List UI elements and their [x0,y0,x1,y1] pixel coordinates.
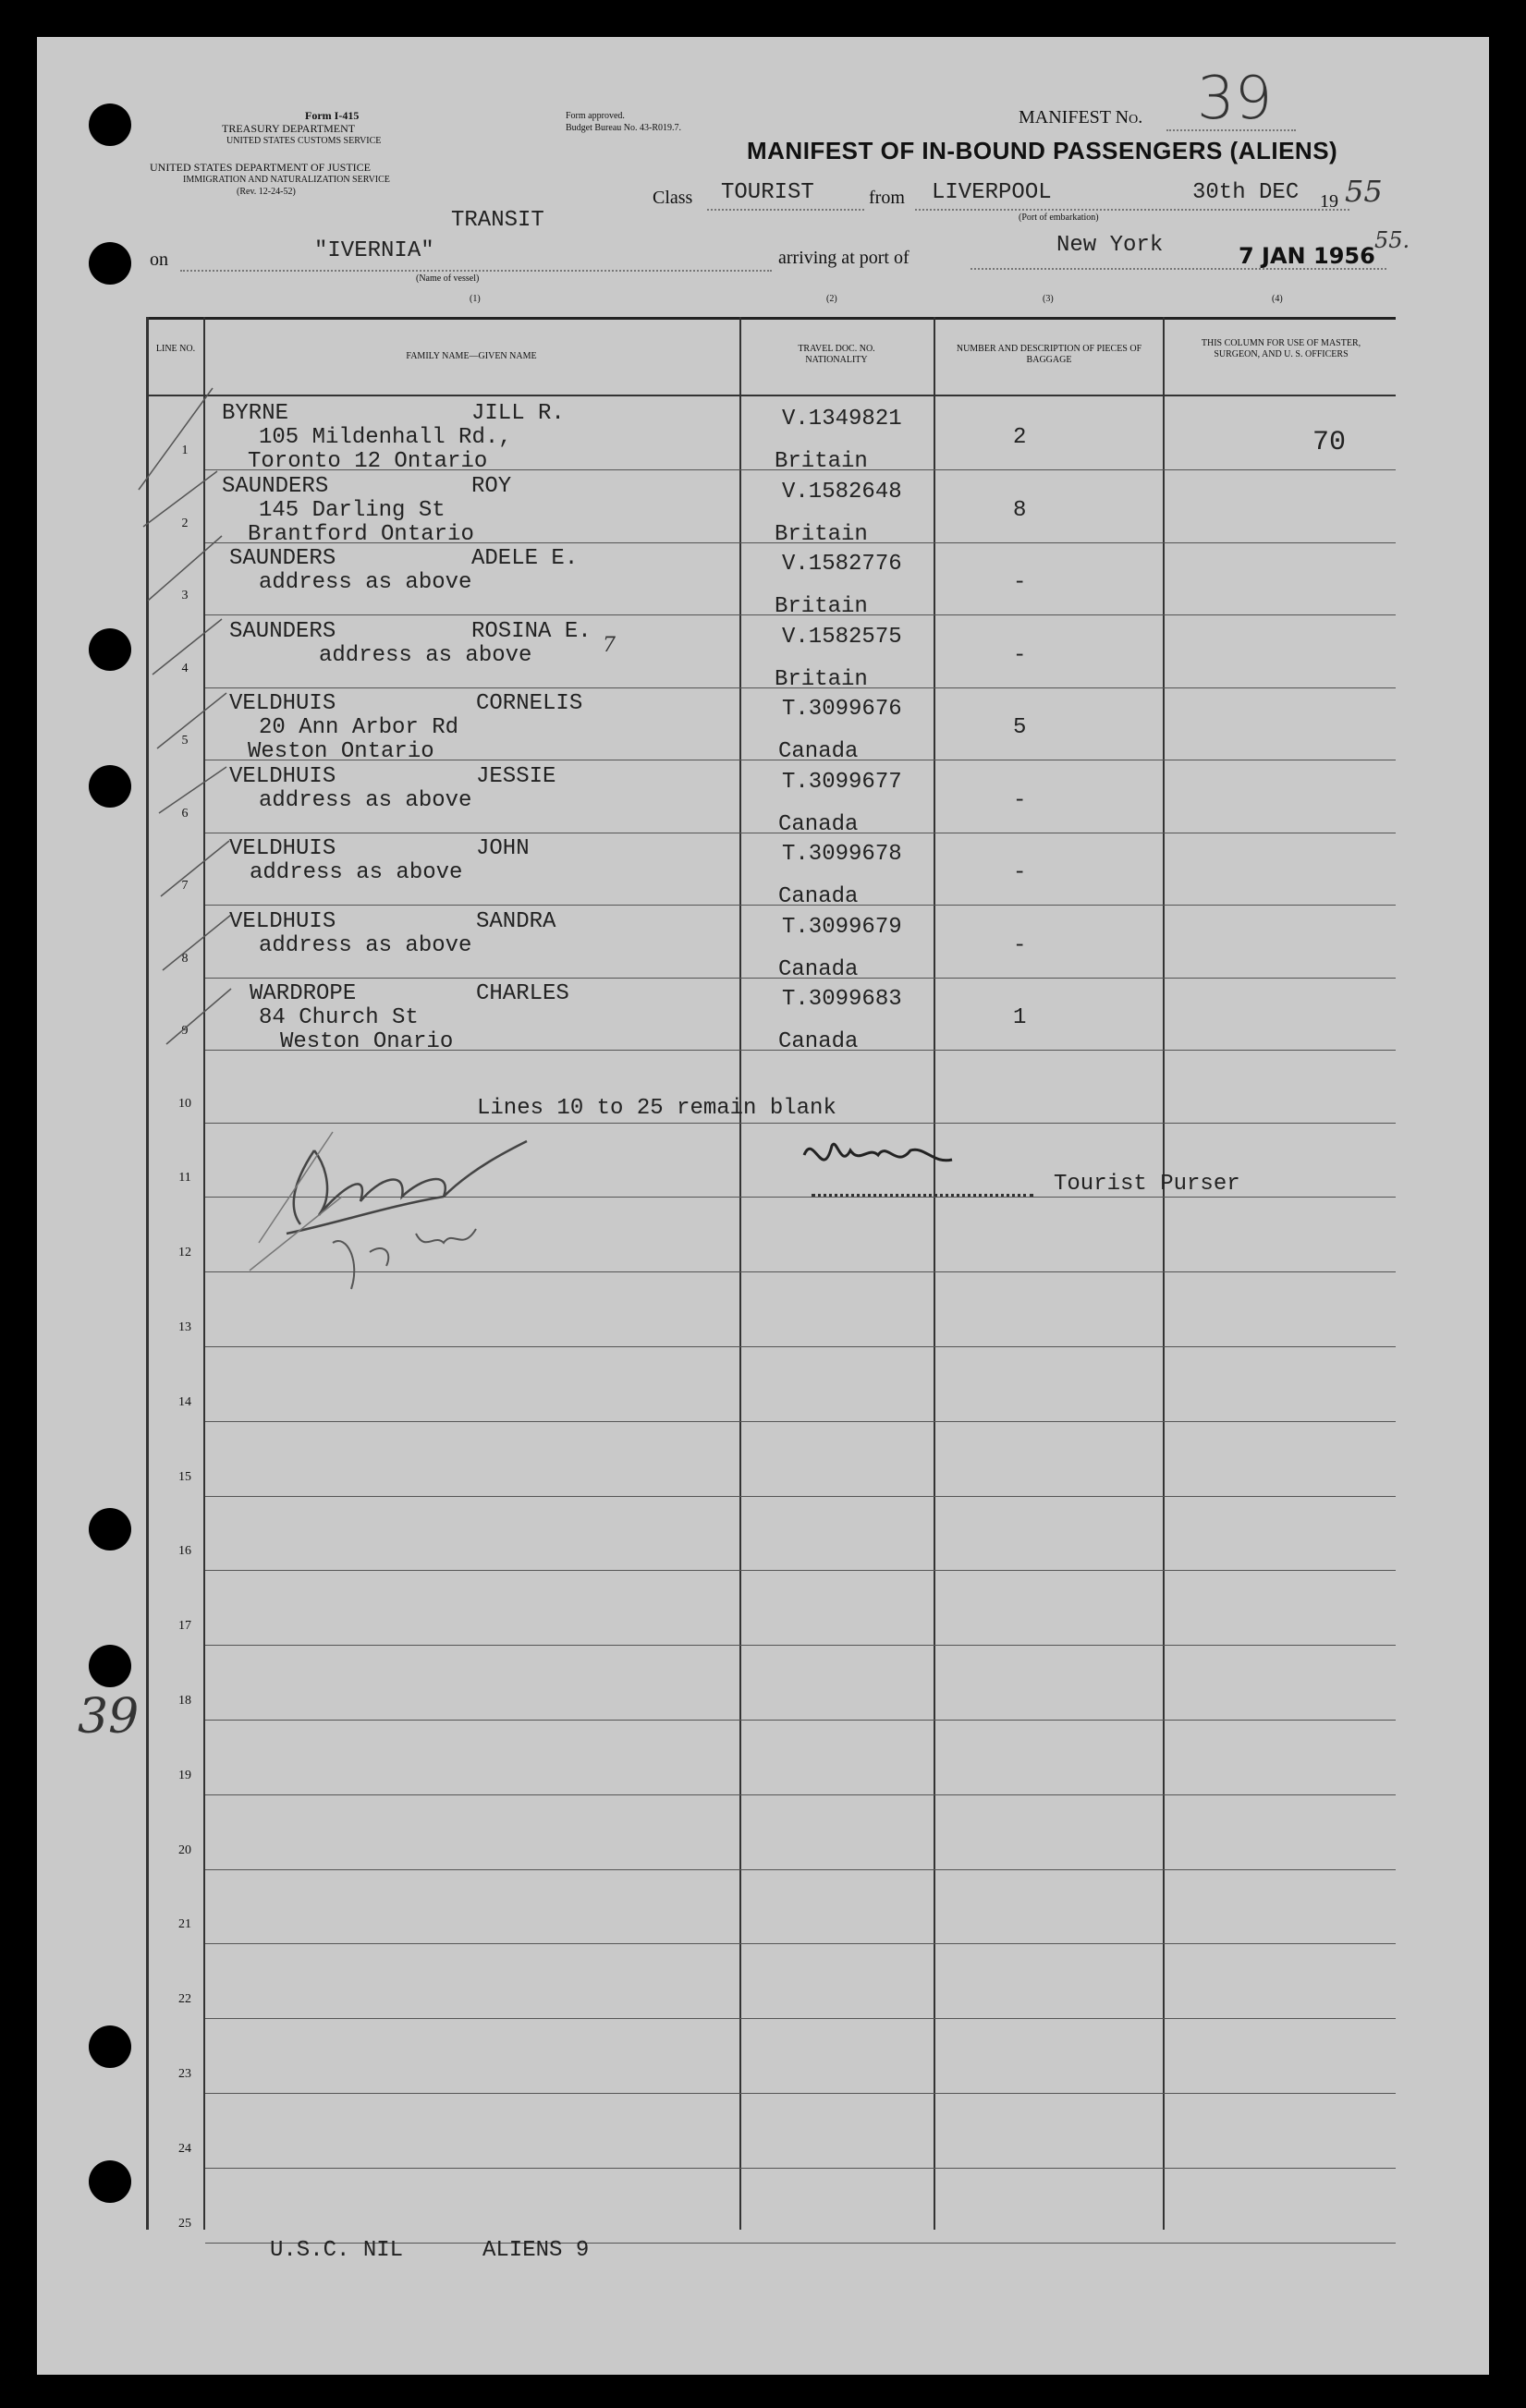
customs-service: UNITED STATES CUSTOMS SERVICE [226,136,382,146]
nationality: Canada [778,1029,859,1054]
ins-service: IMMIGRATION AND NATURALIZATION SERVICE [183,175,390,185]
line-number: 8 [181,951,189,966]
travel-doc-number: T.3099676 [782,697,902,722]
line-number: 14 [178,1394,191,1409]
nationality: Britain [775,666,868,692]
line-number: 22 [178,1992,191,2007]
justice-dept: UNITED STATES DEPARTMENT OF JUSTICE [150,161,372,174]
column-number-1: (1) [470,294,481,304]
given-name: SANDRA [476,908,556,934]
row-rule [205,1645,1396,1646]
family-name: WARDROPE [250,981,357,1006]
footer-usc: U.S.C. NIL [270,2238,404,2263]
form-approved: Form approved. [566,111,625,121]
given-name: JOHN [476,836,530,861]
address-line-1: address as above [259,570,472,595]
punch-hole [89,2160,131,2203]
family-name: VELDHUIS [229,836,336,861]
transit: TRANSIT [451,208,544,233]
class-label: Class [653,188,693,208]
line-number: 10 [178,1096,191,1111]
address-line-1: 105 Mildenhall Rd., [259,425,512,450]
from-value: LIVERPOOL [932,180,1052,205]
line-number: 23 [178,2066,191,2081]
travel-doc-number: V.1582648 [782,479,902,505]
from-line [915,209,1349,211]
given-name: JESSIE [476,763,556,789]
year-value: 55 [1345,174,1383,209]
port-embarkation-caption: (Port of embarkation) [1019,213,1099,223]
family-name: VELDHUIS [229,763,336,789]
punch-hole [89,765,131,808]
punch-hole [89,1508,131,1551]
nationality: Britain [775,594,868,619]
row-rule [205,1943,1396,1944]
family-name: BYRNE [222,401,289,426]
manifest-no-label: MANIFEST No. [1019,107,1143,128]
baggage-count: - [1013,570,1027,595]
address-line-1: 84 Church St [259,1005,419,1030]
line-number: 5 [181,734,189,748]
address-line-1: address as above [319,642,532,668]
nationality: Britain [775,521,868,547]
purser-signature [795,1127,998,1192]
line-number: 1 [181,444,189,457]
line-number: 4 [181,661,189,675]
row-rule [205,1421,1396,1422]
travel-doc-number: V.1349821 [782,407,902,432]
travel-doc-number: V.1582575 [782,624,902,650]
row-rule [205,2168,1396,2169]
handwritten-seven: 7 [603,634,616,657]
header-travel-doc: TRAVEL DOC. NO. NATIONALITY [798,344,875,365]
given-name: ROSINA E. [471,618,592,644]
baggage-count: - [1013,787,1027,813]
given-name: CORNELIS [476,691,583,716]
family-name: SAUNDERS [222,473,329,499]
arriving-label: arriving at port of [778,248,909,268]
given-name: ROY [471,473,512,499]
given-name: CHARLES [476,981,569,1006]
line-number: 2 [181,516,189,530]
class-value: TOURIST [721,180,814,205]
nationality: Canada [778,956,859,982]
purser-title: Tourist Purser [1054,1172,1240,1197]
table-top-border [146,317,1396,320]
line-number: 16 [178,1544,191,1559]
given-name: JILL R. [471,401,565,426]
header-line-no: LINE NO. [155,344,196,354]
address-line-1: address as above [259,932,472,958]
revision: (Rev. 12-24-52) [237,187,296,197]
baggage-count: - [1013,860,1027,885]
arrival-date-stamp: 7 JAN 1956 [1239,243,1375,269]
address-line-1: address as above [250,860,463,885]
address-line-1: 145 Darling St [259,497,446,523]
margin-number: 39 [78,1689,140,1745]
header-bottom-border [146,395,1396,396]
nationality: Britain [775,449,868,474]
line-number: 13 [178,1320,191,1334]
line-number: 6 [181,806,189,821]
travel-doc-number: T.3099679 [782,914,902,940]
header-name: FAMILY NAME—GIVEN NAME [406,351,537,361]
travel-doc-number: T.3099677 [782,769,902,795]
column-number-3: (3) [1043,294,1054,304]
baggage-count: 2 [1013,425,1027,450]
line-number: 11 [178,1171,191,1186]
family-name: SAUNDERS [229,546,336,571]
arriving-port: New York [1056,233,1164,258]
row-rule [205,1346,1396,1347]
baggage-count: 1 [1013,1005,1027,1030]
on-label: on [150,249,168,270]
row-rule [205,2093,1396,2094]
row-rule [205,1570,1396,1571]
row-rule [205,1869,1396,1870]
travel-doc-number: T.3099683 [782,987,902,1012]
address-line-2: Brantford Ontario [248,521,474,547]
header-baggage: NUMBER AND DESCRIPTION OF PIECES OF BAGGAGE [956,344,1142,365]
family-name: SAUNDERS [229,618,336,644]
footer-aliens: ALIENS 9 [482,2238,590,2263]
line-number: 21 [178,1917,191,1932]
punch-hole [89,2025,131,2068]
column-number-4: (4) [1272,294,1283,304]
line-number: 24 [178,2141,191,2156]
family-name: VELDHUIS [229,908,336,934]
vessel-line [180,270,772,272]
blank-lines-note: Lines 10 to 25 remain blank [477,1096,836,1121]
travel-doc-number: T.3099678 [782,842,902,867]
from-label: from [869,188,905,208]
baggage-count: 8 [1013,497,1027,523]
treasury-dept: TREASURY DEPARTMENT [222,122,356,135]
vessel-name: "IVERNIA" [314,238,434,263]
line-number: 25 [178,2216,191,2231]
travel-doc-number: V.1582776 [782,552,902,577]
punch-hole [89,628,131,671]
budget-bureau: Budget Bureau No. 43-R019.7. [566,123,681,133]
line-number: 15 [178,1469,191,1484]
nationality: Canada [778,739,859,764]
line-number: 19 [178,1768,191,1782]
address-line-1: address as above [259,787,472,813]
line-number: 3 [181,589,189,602]
officer-note: 70 [1312,427,1347,458]
date-value: 30th DEC [1192,180,1300,205]
punch-hole [89,242,131,285]
nationality: Canada [778,811,859,837]
address-line-2: Toronto 12 Ontario [248,449,488,474]
address-line-1: 20 Ann Arbor Rd [259,715,459,740]
line-number: 20 [178,1842,191,1857]
header-officers: THIS COLUMN FOR USE OF MASTER, SURGEON, AND U. S. OFFICERS [1201,338,1361,359]
manifest-no-value: 39 [1197,65,1273,133]
given-name: ADELE E. [471,546,579,571]
row-rule [205,1794,1396,1795]
check-marks [129,379,240,1063]
address-line-2: Weston Onario [280,1029,454,1054]
line-number: 17 [178,1619,191,1634]
line-number: 18 [178,1693,191,1708]
row-rule [205,1496,1396,1497]
line-number: 9 [181,1024,189,1038]
purser-dots [812,1194,1033,1197]
nationality: Canada [778,884,859,909]
family-name: VELDHUIS [229,691,336,716]
address-line-2: Weston Ontario [248,739,434,764]
baggage-count: 5 [1013,715,1027,740]
column-number-2: (2) [826,294,837,304]
line-number: 12 [178,1246,191,1260]
year-prefix: 19 [1320,191,1338,212]
form-number: Form I-415 [305,109,360,122]
punch-hole [89,1645,131,1687]
baggage-count: - [1013,932,1027,958]
class-line [707,209,864,211]
arrival-year-handwritten: 55. [1374,227,1410,253]
vessel-caption: (Name of vessel) [416,274,480,284]
punch-hole [89,103,131,146]
page-title: MANIFEST OF IN-BOUND PASSENGERS (ALIENS) [747,137,1338,164]
line-number: 7 [181,879,189,893]
row-rule [205,1720,1396,1721]
row-rule [205,2018,1396,2019]
baggage-count: - [1013,642,1027,668]
officer-signature [231,1113,601,1307]
